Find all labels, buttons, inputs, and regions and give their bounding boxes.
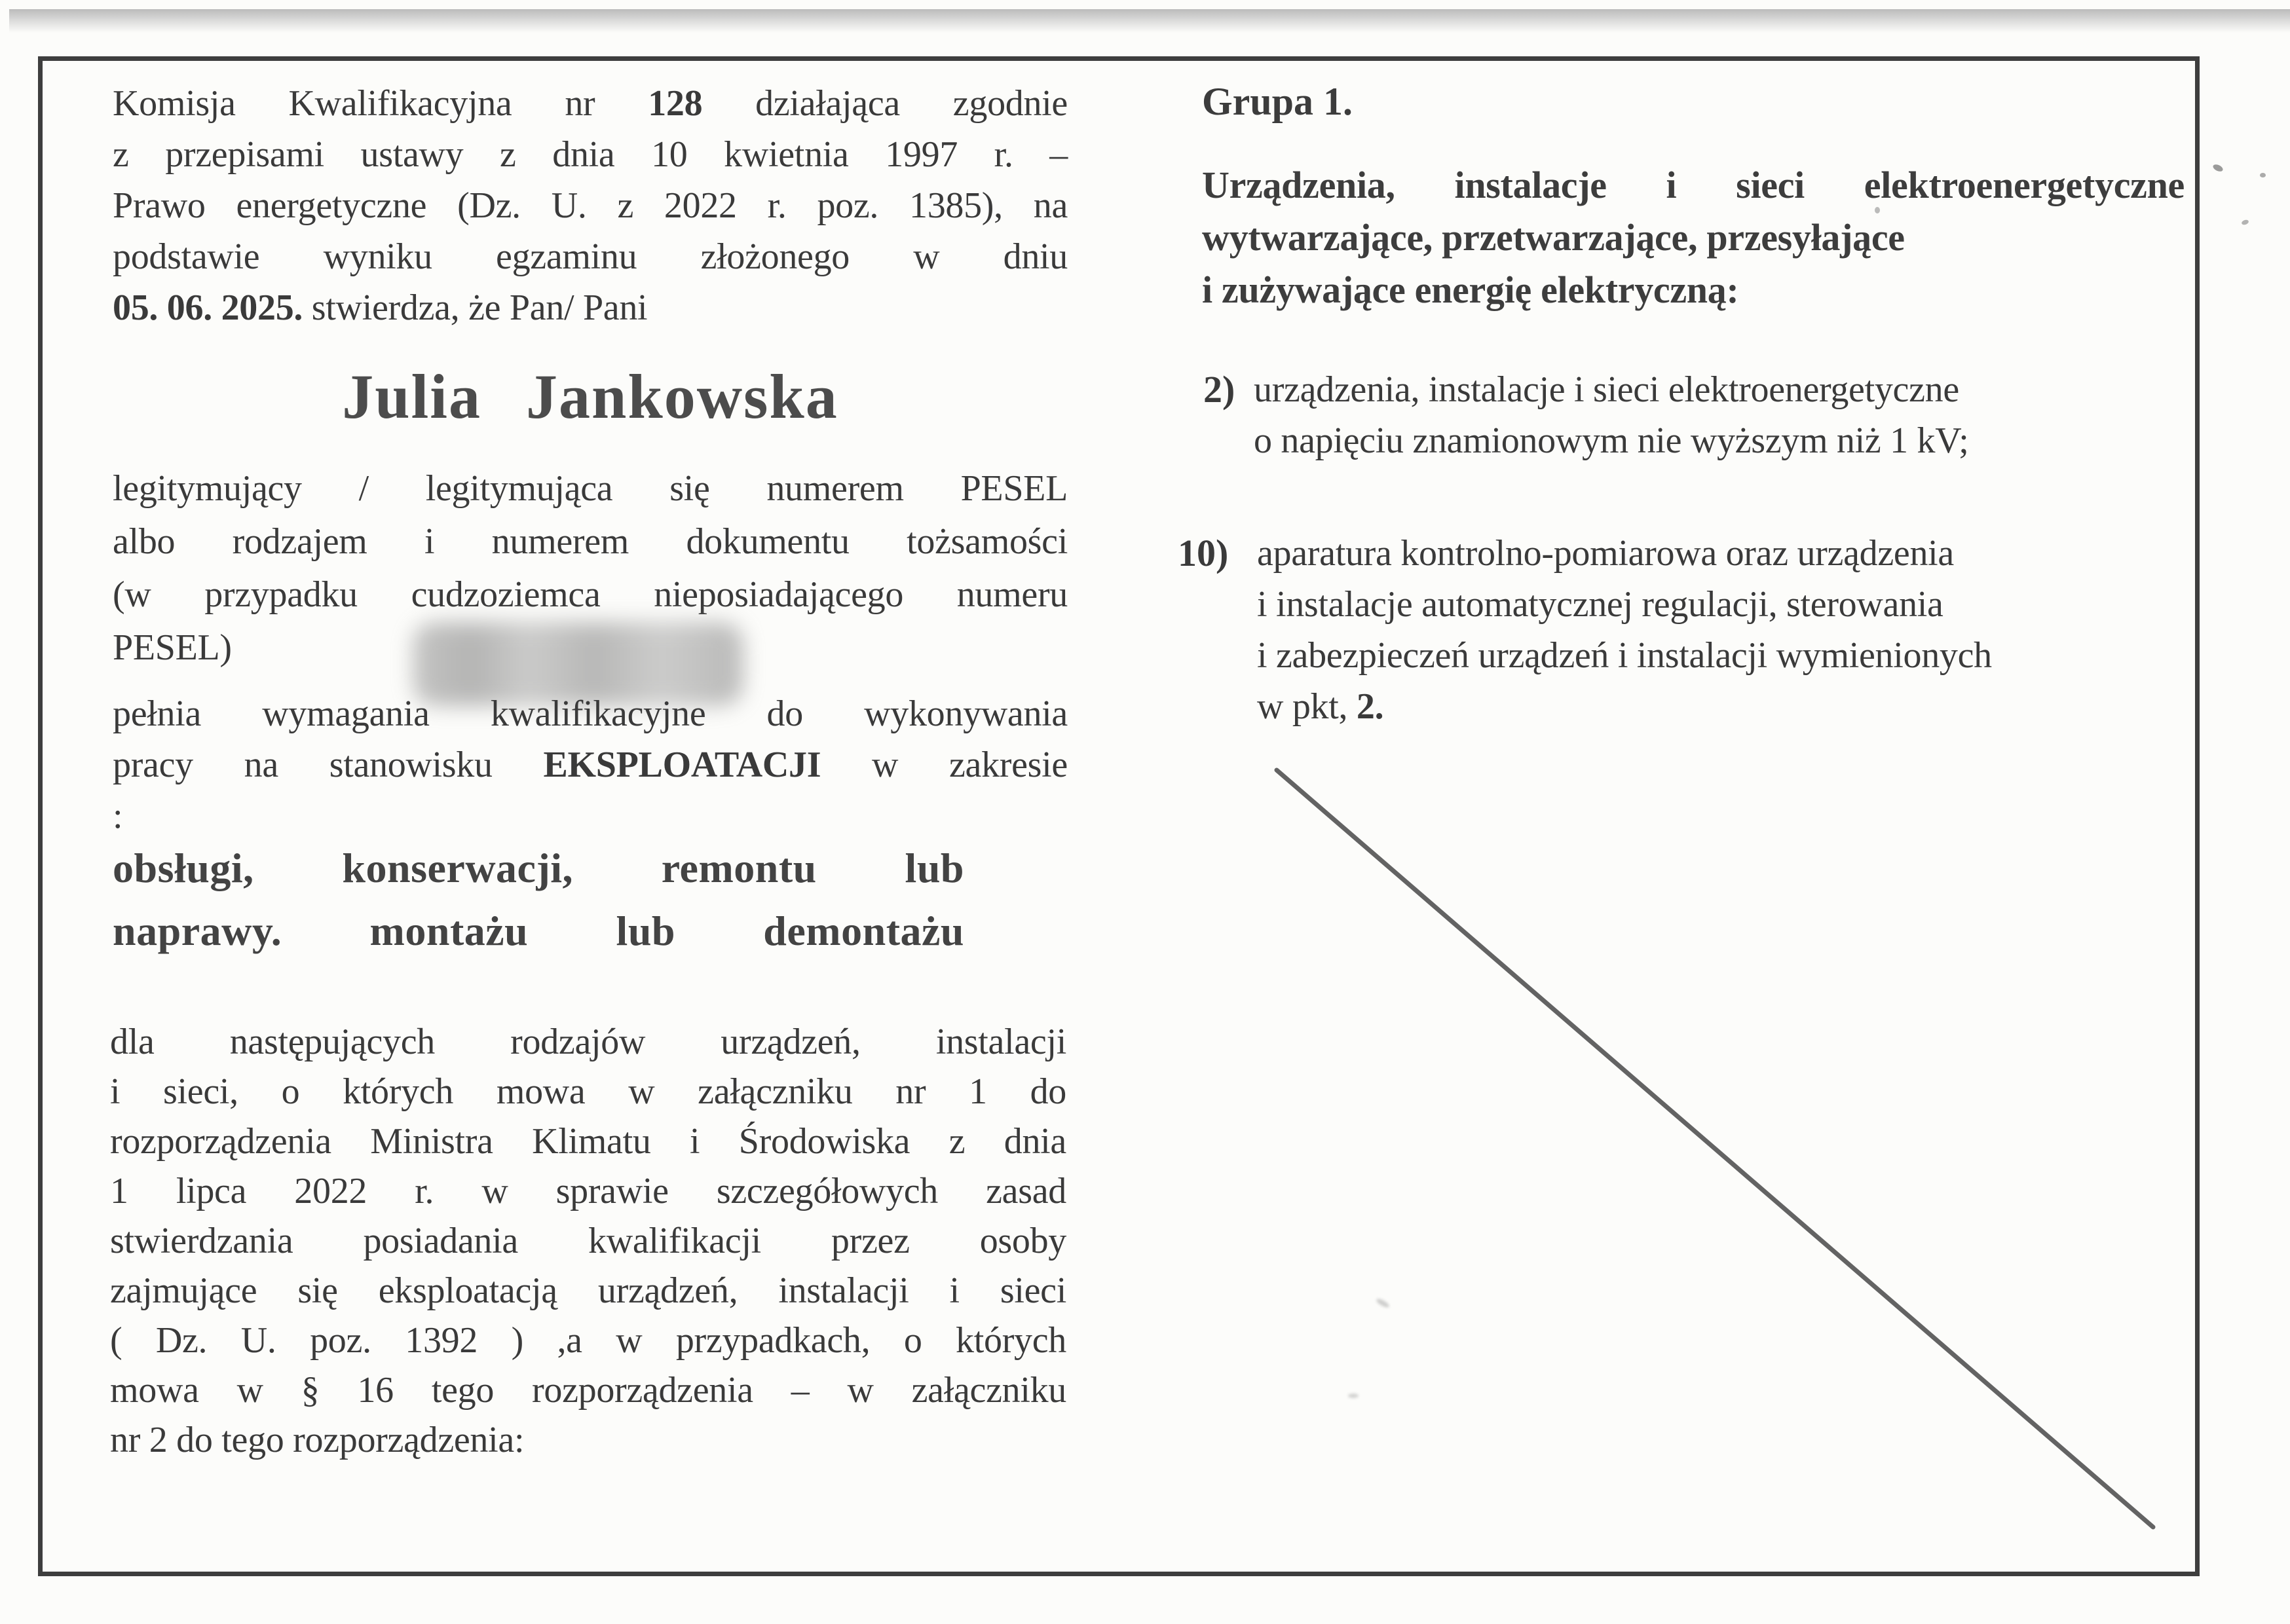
text-line: Prawo energetyczne (Dz. U. z 2022 r. poz. 1385), na (113, 185, 1068, 226)
text-line: Komisja Kwalifikacyjna nr 128 działająca zgodnie (113, 83, 1068, 124)
text-line: podstawie wyniku egzaminu złożonego w dniu (113, 236, 1068, 277)
scan-speck (2260, 173, 2266, 177)
scan-speck (1348, 1393, 1359, 1398)
text-line: pracy na stanowisku EKSPLOATACJI w zakresie (113, 745, 1068, 785)
group-title: Grupa 1. (1202, 80, 1353, 123)
scan-speck (1875, 207, 1880, 213)
text-line: zajmujące się eksploatacją urządzeń, instalacji i sieci (110, 1270, 1066, 1311)
qualification-paragraph (113, 688, 1068, 841)
text-line: w pkt, 2. (1257, 686, 1384, 727)
text-line: wytwarzające, przetwarzające, przesyłające (1202, 216, 1905, 259)
text-line: aparatura kontrolno-pomiarowa oraz urządzenia (1257, 533, 1954, 574)
item-number: 2) (1203, 368, 1235, 411)
scan-speck (2212, 163, 2224, 173)
text-line: 05. 06. 2025. stwierdza, że Pan/ Pani (113, 287, 648, 328)
text-line: ( Dz. U. poz. 1392 ) ,a w przypadkach, o których (110, 1320, 1066, 1361)
text-line: o napięciu znamionowym nie wyższym niż 1 kV; (1254, 420, 1969, 461)
text-line: i zabezpieczeń urządzeń i instalacji wymienionych (1257, 635, 1992, 676)
legal-basis-paragraph (110, 1017, 1066, 1465)
group-description (1202, 159, 2185, 316)
text-line: albo rodzajem i numerem dokumentu tożsamości (113, 521, 1068, 562)
text-line: legitymujący / legitymująca się numerem PESEL (113, 468, 1068, 509)
text-line: i zużywające energię elektryczną: (1202, 268, 1739, 311)
scan-speck (2241, 219, 2249, 225)
text-line: nr 2 do tego rozporządzenia: (110, 1420, 525, 1460)
text-line: : (113, 796, 123, 836)
holder-name: Julia Jankowska (342, 361, 838, 432)
list-item-2 (1203, 364, 2179, 466)
text-line: obsługi, konserwacji, remontu lub (113, 845, 964, 891)
text-line: urządzenia, instalacje i sieci elektroenergetyczne (1254, 369, 1959, 410)
text-line: 1 lipca 2022 r. w sprawie szczegółowych zasad (110, 1171, 1066, 1211)
text-line: i sieci, o których mowa w załączniku nr 1 do (110, 1071, 1066, 1112)
list-item-10 (1178, 528, 2180, 732)
text-line: (w przypadku cudzoziemca nieposiadającego numeru (113, 574, 1068, 615)
text-line: stwierdzania posiadania kwalifikacji przez osoby (110, 1221, 1066, 1261)
text-line: z przepisami ustawy z dnia 10 kwietnia 1997 r. – (113, 134, 1068, 175)
scan-edge-shadow (9, 9, 2290, 33)
text-line: PESEL) (113, 627, 232, 668)
scope-heading (113, 837, 964, 963)
text-line: naprawy. montażu lub demontażu (113, 908, 964, 954)
strike-diagonal-line (1267, 760, 2165, 1539)
text-line: Urządzenia, instalacje i sieci elektroenergetyczne (1202, 164, 2185, 206)
commission-paragraph (113, 78, 1068, 333)
text-line: pełnia wymagania kwalifikacyjne do wykonywania (113, 693, 1068, 734)
text-line: mowa w § 16 tego rozporządzenia – w załączniku (110, 1370, 1066, 1411)
text-line: dla następujących rodzajów urządzeń, instalacji (110, 1022, 1066, 1062)
text-line: i instalacje automatycznej regulacji, sterowania (1257, 584, 1943, 625)
text-line: rozporządzenia Ministra Klimatu i Środowiska z dnia (110, 1121, 1066, 1162)
item-number: 10) (1178, 532, 1229, 574)
